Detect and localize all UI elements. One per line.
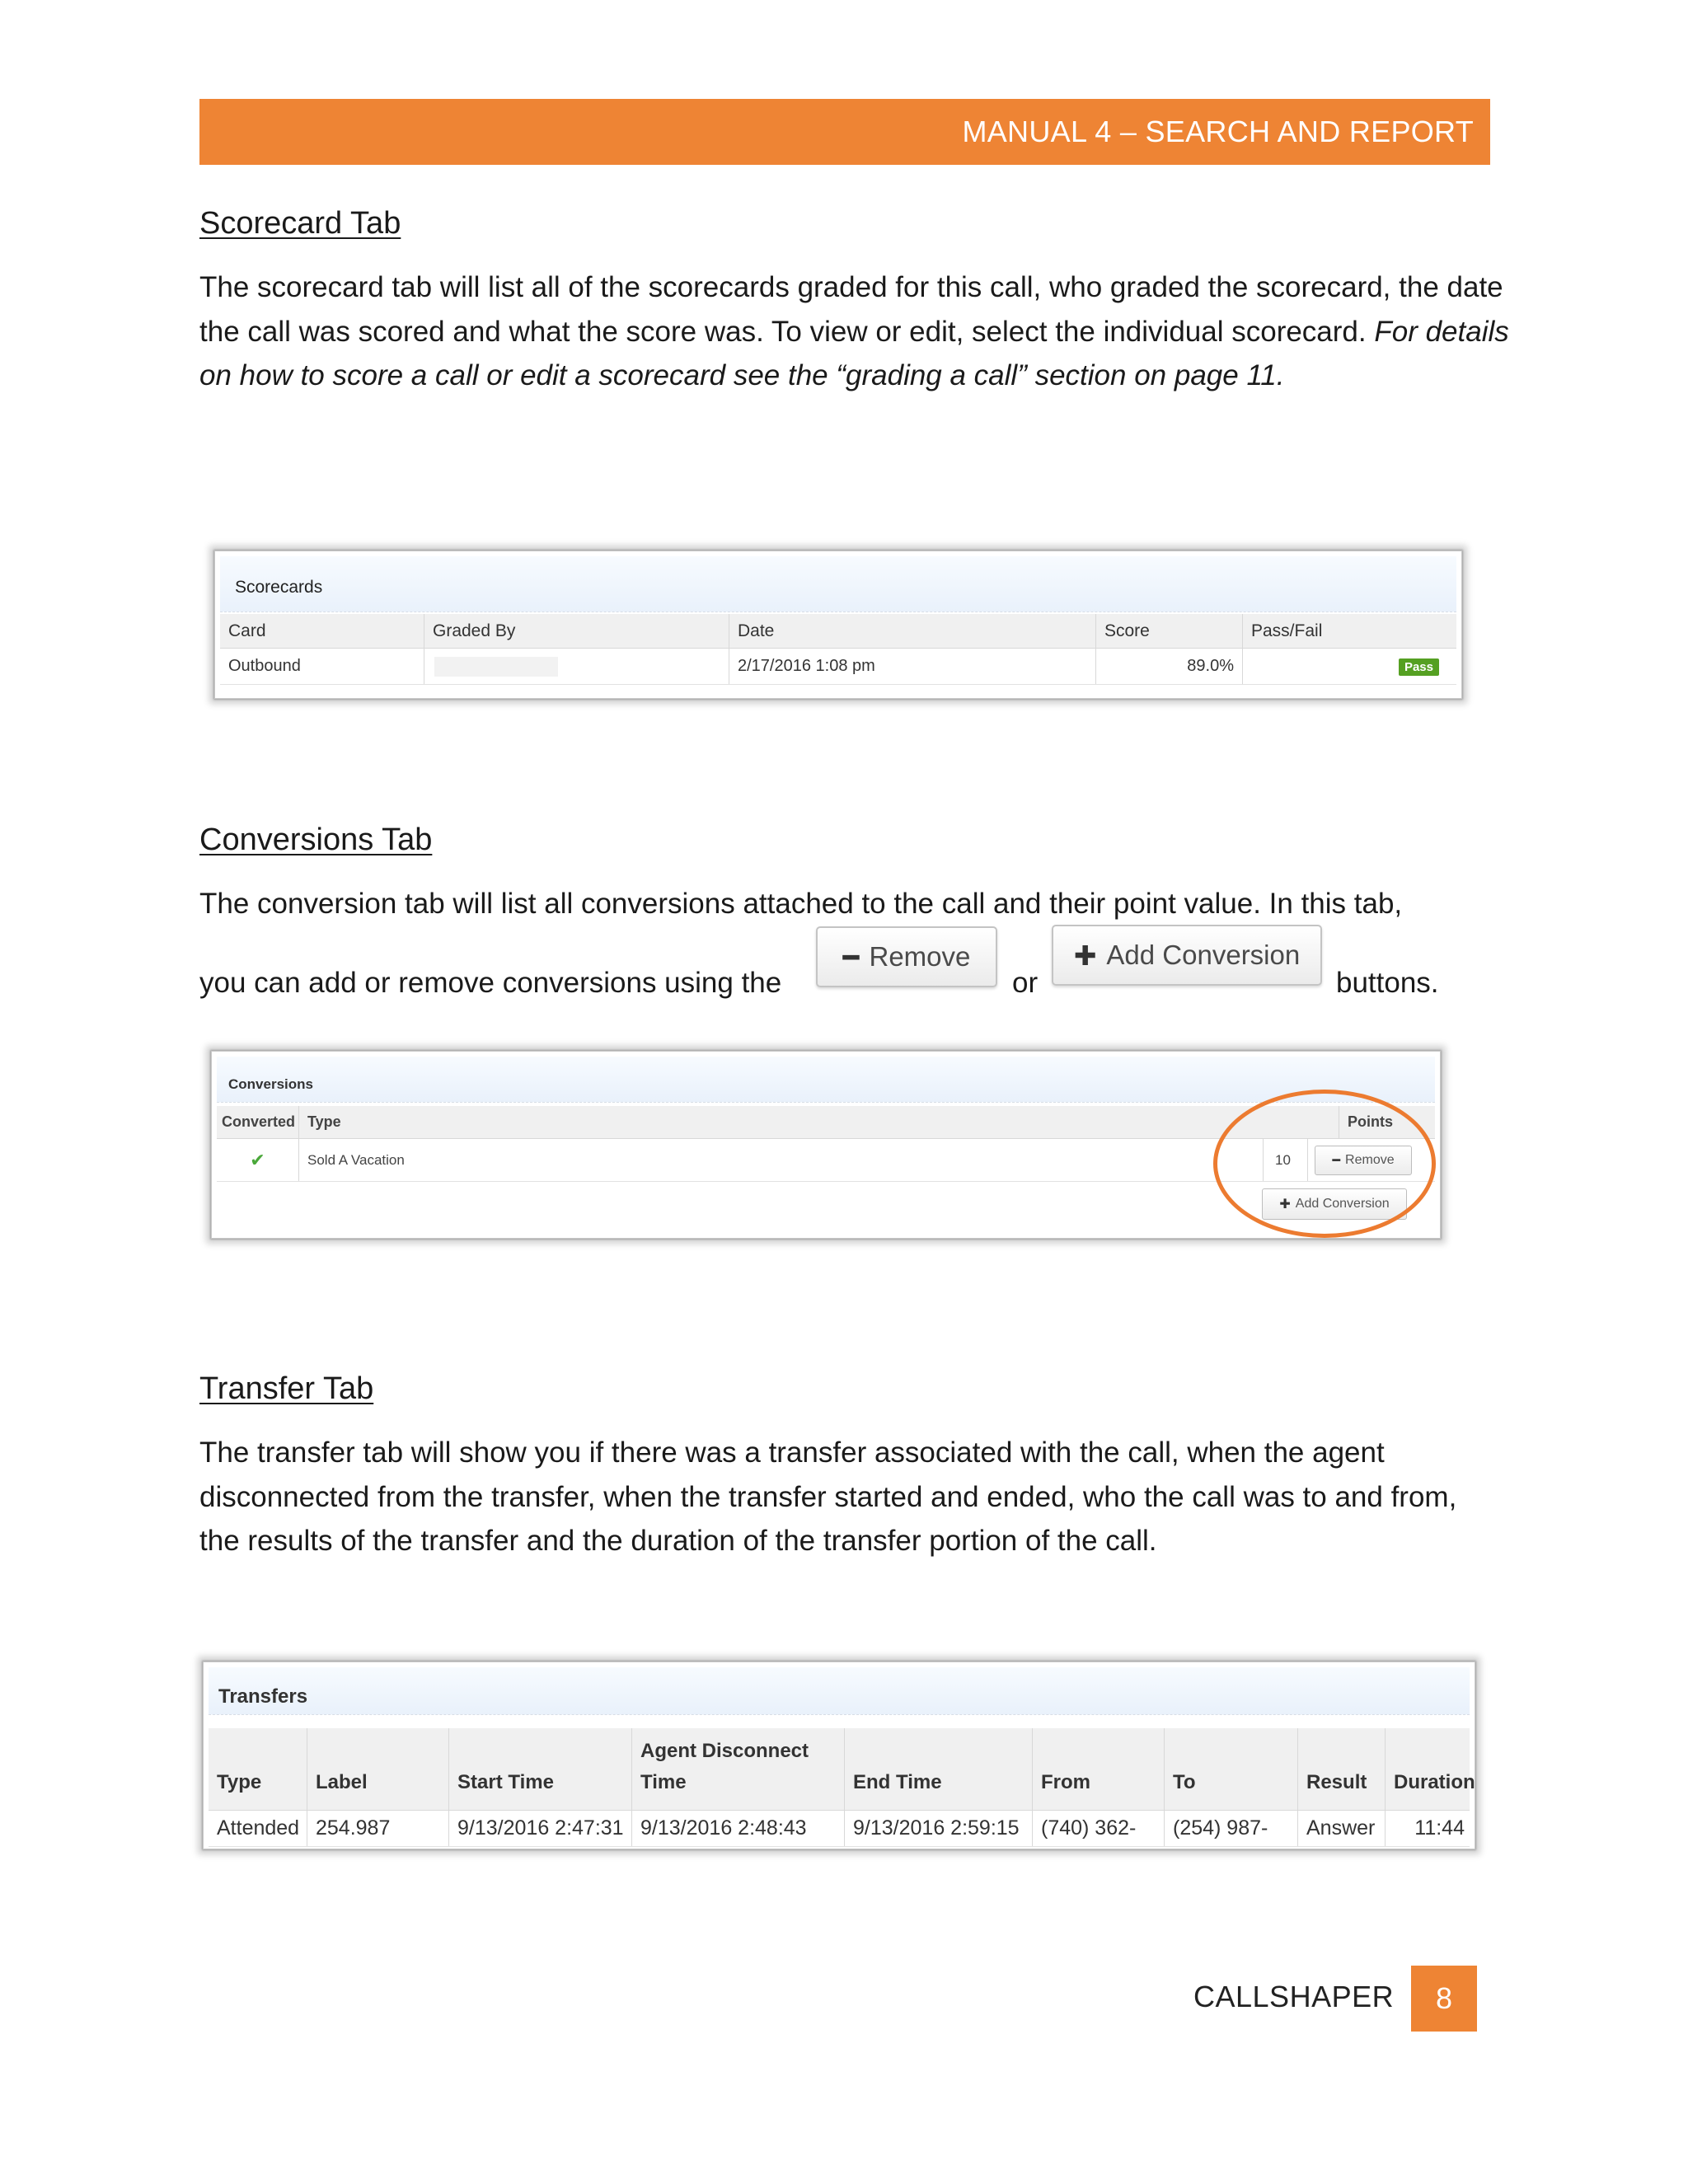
transfers-panel-title: Transfers	[209, 1667, 1470, 1715]
column-header-pass-fail[interactable]: Pass/Fail	[1251, 621, 1323, 640]
column-header-label[interactable]: Label	[307, 1728, 449, 1810]
column-header-card[interactable]: Card	[220, 614, 424, 648]
column-header-type[interactable]: Type	[209, 1728, 307, 1810]
cell-points: 10	[1264, 1139, 1308, 1181]
transfer-tab-heading: Transfer Tab	[199, 1371, 374, 1406]
add-conversion-button-label: Add Conversion	[1106, 940, 1301, 970]
scorecard-text: The scorecard tab will list all of the scorecards graded for this call, who graded the scorecard, the date the call was scored and what the score was. To view or edit, select the individual scorecard.	[199, 271, 1503, 348]
add-conversion-button[interactable]	[1052, 925, 1322, 986]
row-remove-button-label: Remove	[1345, 1153, 1395, 1167]
cell-type: Attended	[209, 1811, 307, 1846]
column-header-score[interactable]: Score	[1096, 614, 1243, 648]
remove-button[interactable]	[816, 926, 997, 987]
scorecard-description	[199, 265, 1510, 398]
cell-to: (254) 987-	[1165, 1811, 1298, 1846]
cell-duration: 11:44	[1414, 1816, 1465, 1840]
minus-icon: ━	[1332, 1154, 1341, 1168]
row-add-conversion-button-label: Add Conversion	[1295, 1197, 1390, 1211]
cell-label: 254.987	[307, 1811, 449, 1846]
conversions-description-line2a: you can add or remove conversions using the	[199, 967, 782, 999]
conversions-tab-heading: Conversions Tab	[199, 823, 433, 857]
transfers-panel	[203, 1661, 1475, 1849]
cell-end-time: 9/13/2016 2:59:15	[845, 1811, 1033, 1846]
cell-from: (740) 362-	[1033, 1811, 1165, 1846]
column-header-graded-by[interactable]: Graded By	[424, 614, 729, 648]
plus-icon: ✚	[1279, 1197, 1291, 1212]
cell-pass-fail	[1243, 649, 1449, 684]
page-number: 8	[1411, 1966, 1477, 2032]
column-header-start-time[interactable]: Start Time	[449, 1728, 632, 1810]
cell-score: 89.0%	[1096, 649, 1243, 684]
column-header-agent-disconnect-time[interactable]: Agent Disconnect Time	[632, 1728, 845, 1810]
column-header-result[interactable]: Result	[1298, 1728, 1386, 1810]
table-row[interactable]	[220, 649, 1456, 685]
column-header-date[interactable]: Date	[729, 614, 1096, 648]
cell-card: Outbound	[220, 649, 424, 684]
cell-date: 2/17/2016 1:08 pm	[729, 649, 1096, 684]
table-row[interactable]	[209, 1811, 1470, 1847]
column-header-to[interactable]: To	[1165, 1728, 1298, 1810]
conversions-description-line1: The conversion tab will list all conversions attached to the call and their point value. In this tab,	[199, 888, 1403, 920]
transfer-description: The transfer tab will show you if there was a transfer associated with the call, when the agent disconnected from the transfer, when the transfer started and ended, who the call was to and from, the results of the transfer and the duration of the transfer portion of the call.	[199, 1436, 1457, 1557]
cell-graded-by	[424, 649, 729, 684]
conversions-panel-title: Conversions	[217, 1057, 1435, 1103]
cell-agent-disconnect-time: 9/13/2016 2:48:43	[632, 1811, 845, 1846]
pass-badge: Pass	[1399, 658, 1439, 676]
footer-brand: CALLSHAPER	[1193, 1980, 1395, 2013]
remove-button-label: Remove	[869, 941, 971, 972]
column-header-from[interactable]: From	[1033, 1728, 1165, 1810]
scorecards-panel	[214, 551, 1462, 699]
column-header-type[interactable]: Type	[299, 1106, 1339, 1138]
scorecard-tab-heading: Scorecard Tab	[199, 206, 401, 241]
manual-title: MANUAL 4 – SEARCH AND REPORT	[962, 115, 1474, 148]
column-header-duration[interactable]: Duration	[1394, 1771, 1475, 1793]
cell-converted	[217, 1139, 299, 1181]
cell-result: Answer	[1298, 1811, 1386, 1846]
column-header-end-time[interactable]: End Time	[845, 1728, 1033, 1810]
scorecards-panel-title: Scorecards	[220, 556, 1456, 612]
plus-icon: ✚	[1073, 940, 1097, 971]
scorecard-note: For details on how to score a call or edit a scorecard see the “grading a call” section on page 11.	[199, 315, 1509, 391]
scorecards-header-row	[220, 614, 1456, 649]
column-header-points[interactable]: Points	[1348, 1113, 1394, 1130]
header-banner	[199, 99, 1490, 165]
checkmark-icon: ✔	[250, 1149, 265, 1170]
transfers-header-row	[209, 1728, 1475, 1811]
minus-icon: ━	[842, 941, 860, 972]
highlight-circle	[1213, 1090, 1436, 1238]
column-header-converted[interactable]: Converted	[217, 1106, 299, 1138]
conversions-description-line2b: buttons.	[1336, 967, 1439, 999]
cell-type: Sold A Vacation	[299, 1139, 1264, 1181]
redacted-grader	[434, 657, 558, 677]
conversions-description-or: or	[1012, 967, 1039, 999]
cell-start-time: 9/13/2016 2:47:31	[449, 1811, 632, 1846]
